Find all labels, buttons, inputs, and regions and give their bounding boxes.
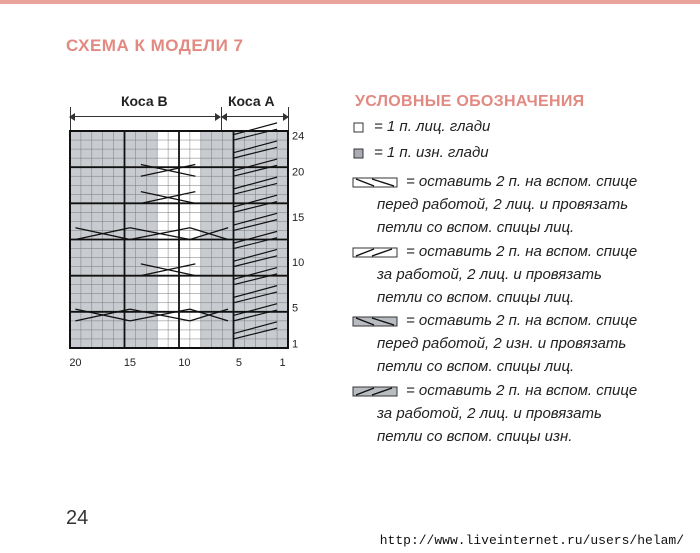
legend-text-line: за работой, 2 лиц. и провязать — [377, 405, 602, 422]
legend-text-line: = оставить 2 п. на вспом. спице — [406, 312, 638, 329]
legend-text-line: = 1 п. изн. глади — [374, 144, 489, 161]
row-number: 5 — [292, 302, 299, 315]
source-url: http://www.liveinternet.ru/users/helam/ — [379, 533, 684, 548]
column-number: 20 — [69, 357, 82, 369]
row-number: 20 — [292, 166, 305, 179]
cross-right-grey-icon — [352, 314, 398, 333]
column-number: 10 — [178, 357, 191, 369]
legend-text-line: = оставить 2 п. на вспом. спице — [406, 243, 638, 260]
legend-text-line: петли со вспом. спицы изн. — [377, 428, 573, 445]
row-number: 10 — [292, 257, 305, 270]
legend-text-line: петли со вспом. спицы лиц. — [377, 219, 575, 236]
row-number: 15 — [292, 211, 305, 224]
legend-text-line: = оставить 2 п. на вспом. спице — [406, 382, 638, 399]
cable-a-label: Коса А — [228, 93, 275, 109]
cross-left-grey-icon — [352, 384, 398, 403]
page-title: СХЕМА К МОДЕЛИ 7 — [66, 36, 244, 55]
page-number: 24 — [66, 507, 89, 529]
legend-text-line: перед работой, 2 лиц. и провязать — [377, 196, 629, 213]
legend-text-line: петли со вспом. спицы лиц. — [377, 358, 575, 375]
legend-text-line: = оставить 2 п. на вспом. спице — [406, 173, 638, 190]
legend-text-line: перед работой, 2 изн. и провязать — [377, 335, 627, 352]
column-number: 15 — [123, 357, 137, 369]
row-number: 1 — [292, 338, 299, 351]
column-number: 5 — [235, 357, 243, 369]
cable-b-label: Коса В — [121, 93, 168, 109]
legend-text-line: за работой, 2 лиц. и провязать — [377, 266, 602, 283]
column-number: 1 — [279, 357, 286, 369]
legend-title: УСЛОВНЫЕ ОБОЗНАЧЕНИЯ — [355, 93, 585, 110]
legend-text-line: петли со вспом. спицы лиц. — [377, 289, 575, 306]
grey-square-icon — [352, 146, 366, 165]
legend-text-line: = 1 п. лиц. глади — [374, 118, 491, 135]
cross-left-white-icon — [352, 245, 398, 264]
row-number: 24 — [292, 130, 305, 143]
cross-right-white-icon — [352, 175, 398, 194]
empty-square-icon — [352, 120, 366, 139]
